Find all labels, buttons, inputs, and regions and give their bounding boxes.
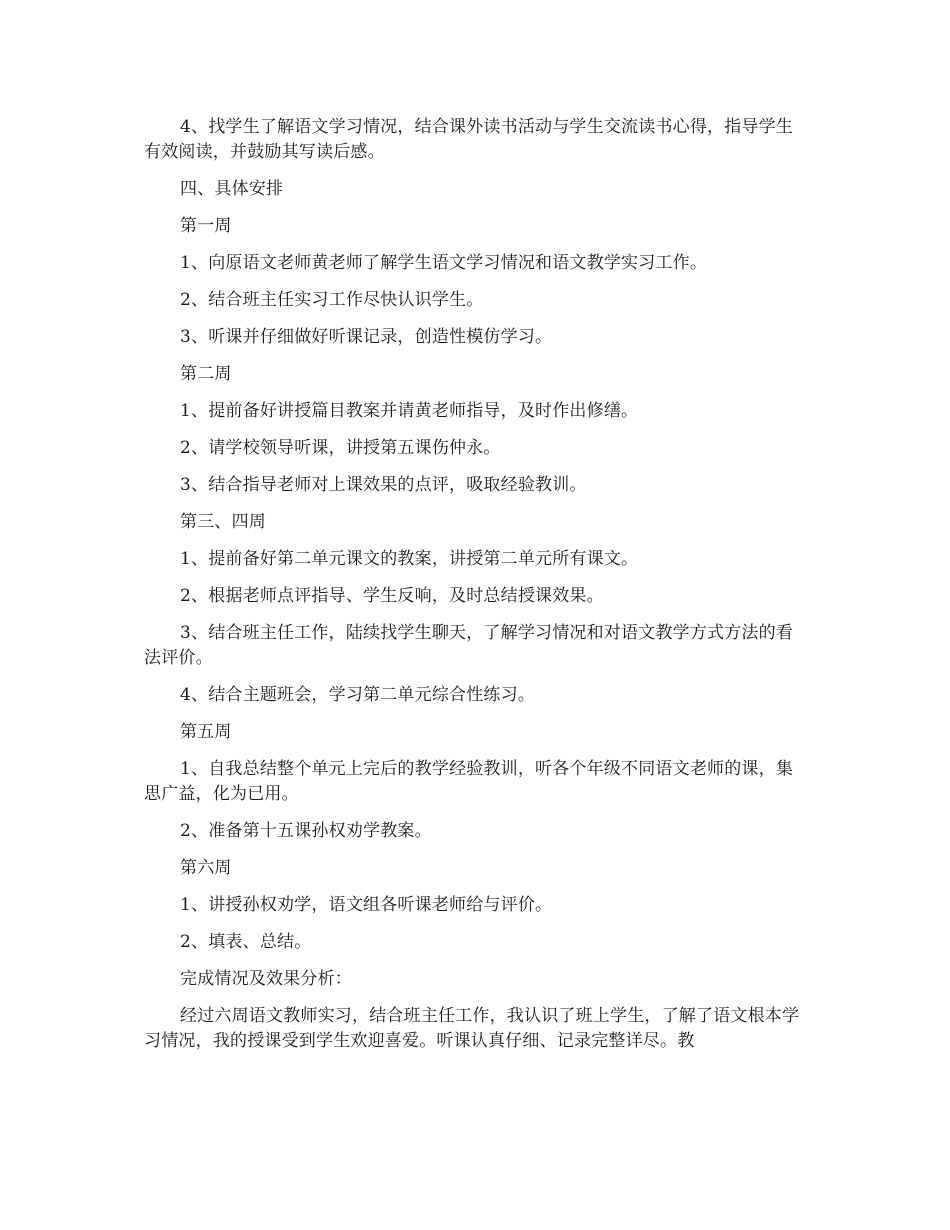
list-item: 1、向原语文老师黄老师了解学生语文学习情况和语文教学实习工作。 [180, 253, 708, 273]
week-heading: 第一周 [180, 216, 232, 236]
paragraph: 4、找学生了解语文学习情况，结合课外读书活动与学生交流读书心得，指导学生有效阅读，并鼓励其写读后感。 [144, 117, 794, 162]
list-item: 1、提前备好讲授篇目教案并请黄老师指导，及时作出修缮。 [180, 401, 639, 421]
section-heading: 四、具体安排 [180, 179, 284, 199]
week-heading: 第二周 [180, 364, 232, 384]
list-item: 1、自我总结整个单元上完后的教学经验教训，听各个年级不同语文老师的课，集思广益，化为已用。 [144, 759, 794, 804]
list-item: 3、听课并仔细做好听课记录，创造性模仿学习。 [180, 327, 553, 347]
list-item: 1、提前备好第二单元课文的教案，讲授第二单元所有课文。 [180, 549, 639, 569]
section-heading: 完成情况及效果分析： [180, 969, 352, 989]
week-heading: 第五周 [180, 722, 232, 742]
list-item: 3、结合班主任工作，陆续找学生聊天，了解学习情况和对语文教学方式方法的看法评价。 [144, 623, 794, 668]
list-item: 2、填表、总结。 [180, 932, 312, 952]
list-item: 2、请学校领导听课，讲授第五课伤仲永。 [180, 438, 501, 458]
paragraph: 经过六周语文教师实习，结合班主任工作，我认识了班上学生，了解了语文根本学习情况，我的授课受到学生欢迎喜爱。听课认真仔细、记录完整详尽。教 [144, 1006, 800, 1051]
document-body [144, 115, 808, 1066]
list-item: 1、讲授孙权劝学，语文组各听课老师给与评价。 [180, 895, 553, 915]
list-item: 3、结合指导老师对上课效果的点评，吸取经验教训。 [180, 475, 587, 495]
week-heading: 第六周 [180, 858, 232, 878]
list-item: 2、准备第十五课孙权劝学教案。 [180, 821, 432, 841]
list-item: 2、结合班主任实习工作尽快认识学生。 [180, 290, 484, 310]
list-item: 4、结合主题班会，学习第二单元综合性练习。 [180, 685, 536, 705]
week-heading: 第三、四周 [180, 512, 266, 532]
list-item: 2、根据老师点评指导、学生反响，及时总结授课效果。 [180, 586, 604, 606]
